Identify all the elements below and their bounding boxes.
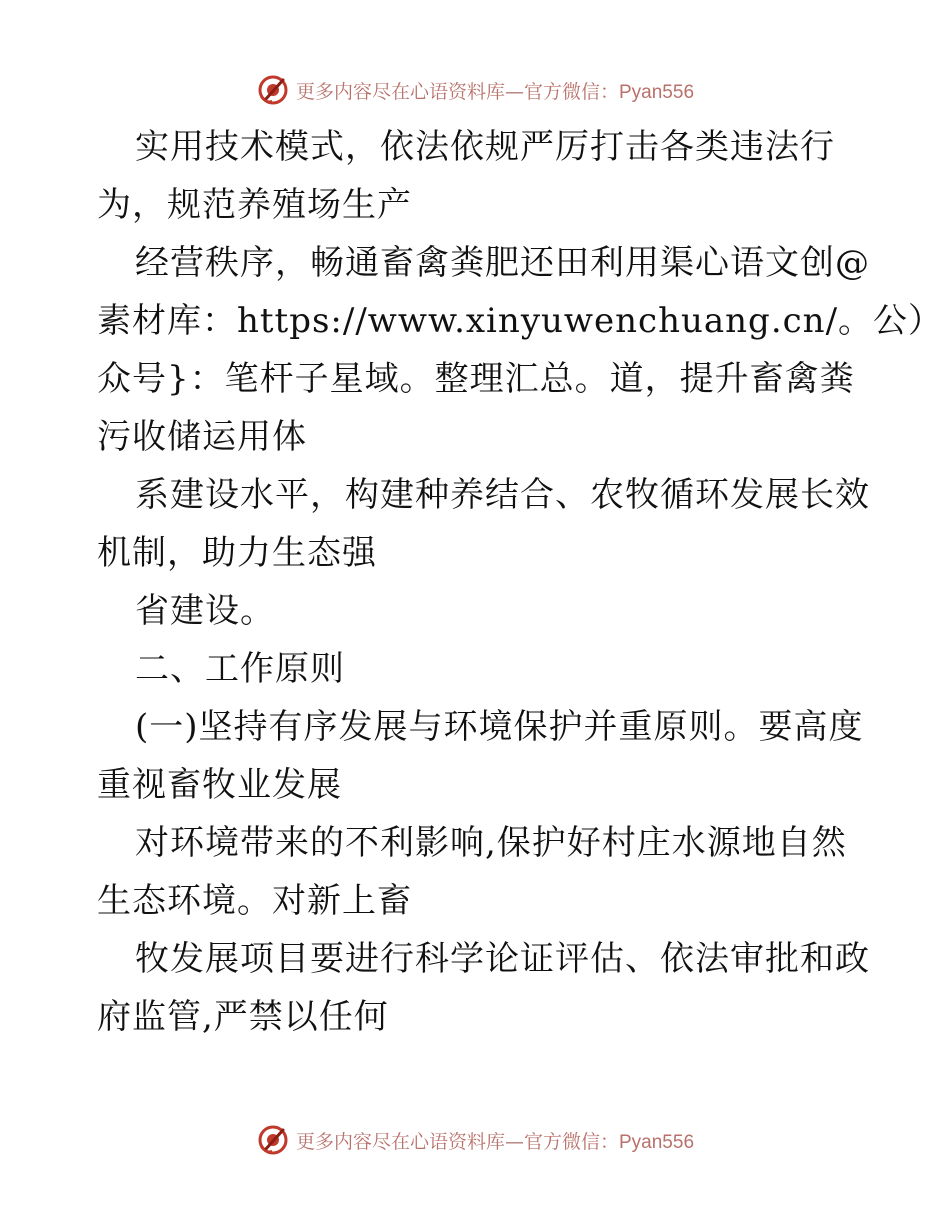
paragraph-line: 府监管,严禁以任何 bbox=[97, 997, 389, 1037]
paragraph-line: 重视畜牧业发展 bbox=[97, 765, 342, 805]
paragraph-line: (一)坚持有序发展与环境保护并重原则。要高度 bbox=[135, 707, 864, 747]
document-body bbox=[97, 118, 944, 1046]
header-watermark-banner bbox=[0, 72, 950, 108]
footer-banner-text: 更多内容尽在心语资料库—官方微信：Pyan556 bbox=[295, 1130, 695, 1153]
paragraph-line: 污收储运用体 bbox=[97, 417, 307, 457]
paragraph-line: 对环境带来的不利影响,保护好村庄水源地自然 bbox=[135, 823, 847, 863]
section-heading: 二、工作原则 bbox=[135, 649, 345, 689]
paragraph-line: 实用技术模式，依法依规严厉打击各类违法行 bbox=[135, 127, 835, 167]
paragraph-line: 经营秩序，畅通畜禽粪肥还田利用渠心语文创@ bbox=[135, 243, 870, 283]
paragraph-line: 素材库：https://www.xinyuwenchuang.cn/。公） bbox=[97, 301, 944, 341]
brand-logo-icon bbox=[256, 73, 290, 107]
paragraph-line: 众号}：笔杆子星域。整理汇总。道，提升畜禽粪 bbox=[97, 359, 855, 399]
paragraph-line: 系建设水平，构建种养结合、农牧循环发展长效 bbox=[135, 475, 870, 515]
brand-logo-icon bbox=[256, 1123, 290, 1157]
paragraph-line: 生态环境。对新上畜 bbox=[97, 881, 412, 921]
paragraph-line: 机制，助力生态强 bbox=[97, 533, 377, 573]
paragraph-line: 牧发展项目要进行科学论证评估、依法审批和政 bbox=[135, 939, 870, 979]
paragraph-line: 为，规范养殖场生产 bbox=[97, 185, 412, 225]
paragraph-line: 省建设。 bbox=[135, 591, 275, 631]
header-banner-text: 更多内容尽在心语资料库—官方微信：Pyan556 bbox=[295, 80, 695, 103]
footer-watermark-banner bbox=[0, 1122, 950, 1158]
